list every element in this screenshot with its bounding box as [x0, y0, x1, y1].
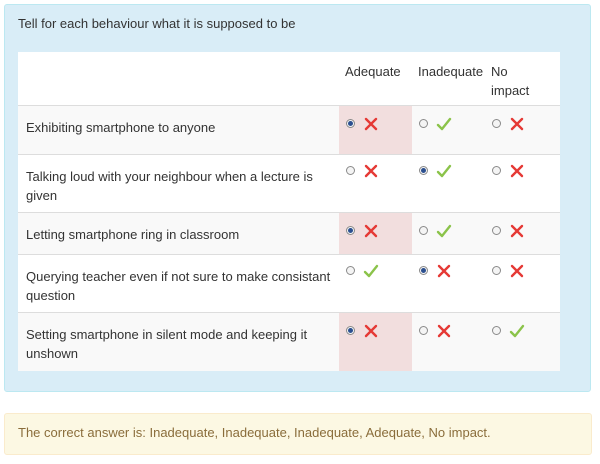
option-cell	[485, 312, 560, 371]
matrix-row	[18, 154, 560, 212]
option-cell	[485, 154, 560, 212]
answer-radio[interactable]	[419, 266, 428, 275]
option-cell	[339, 105, 412, 154]
answer-radio[interactable]	[492, 326, 501, 335]
option-cell	[339, 154, 412, 212]
matrix-row	[18, 312, 560, 371]
answer-radio[interactable]	[492, 266, 501, 275]
option-cell	[485, 254, 560, 312]
answer-radio[interactable]	[419, 119, 428, 128]
cross-icon	[436, 263, 452, 279]
question-panel	[4, 4, 591, 392]
behaviour-label: Setting smartphone in silent mode and keeping it unshown	[26, 326, 308, 361]
check-icon	[436, 163, 452, 179]
cross-icon	[363, 116, 379, 132]
option-cell	[339, 312, 412, 371]
answer-radio[interactable]	[419, 226, 428, 235]
correct-answer-feedback: The correct answer is: Inadequate, Inadequate, Inadequate, Adequate, No impact.	[4, 413, 592, 455]
option-cell	[339, 254, 412, 312]
question-text: Tell for each behaviour what it is supposed to be	[18, 16, 296, 31]
matrix-row	[18, 254, 560, 312]
column-header-inadequate: Inadequate	[418, 64, 484, 79]
behaviour-label: Querying teacher even if not sure to make consistant question	[26, 268, 331, 303]
answer-radio[interactable]	[492, 166, 501, 175]
check-icon	[436, 223, 452, 239]
column-header-no-impact: No impact	[491, 64, 530, 98]
option-cell	[412, 105, 485, 154]
option-cell	[339, 212, 412, 254]
answer-radio[interactable]	[492, 226, 501, 235]
answer-radio[interactable]	[346, 166, 355, 175]
option-cell	[412, 254, 485, 312]
option-cell	[485, 212, 560, 254]
check-icon	[509, 323, 525, 339]
behaviour-label: Exhibiting smartphone to anyone	[26, 119, 216, 135]
cross-icon	[436, 323, 452, 339]
check-icon	[436, 116, 452, 132]
answer-radio[interactable]	[419, 326, 428, 335]
option-cell	[412, 154, 485, 212]
answer-radio[interactable]	[346, 326, 355, 335]
behaviour-label: Letting smartphone ring in classroom	[26, 226, 240, 242]
answer-radio[interactable]	[346, 119, 355, 128]
answer-radio[interactable]	[419, 166, 428, 175]
matrix-row	[18, 105, 560, 154]
cross-icon	[509, 223, 525, 239]
option-cell	[412, 312, 485, 371]
check-icon	[363, 263, 379, 279]
matrix-header-row	[18, 52, 560, 105]
cross-icon	[363, 163, 379, 179]
option-cell	[485, 105, 560, 154]
cross-icon	[509, 116, 525, 132]
answer-matrix	[18, 52, 560, 371]
cross-icon	[363, 323, 379, 339]
answer-radio[interactable]	[346, 266, 355, 275]
matrix-row	[18, 212, 560, 254]
cross-icon	[363, 223, 379, 239]
behaviour-label: Talking loud with your neighbour when a lecture is given	[26, 168, 313, 203]
option-cell	[412, 212, 485, 254]
header-empty	[18, 52, 339, 105]
cross-icon	[509, 163, 525, 179]
cross-icon	[509, 263, 525, 279]
column-header-adequate: Adequate	[345, 64, 401, 79]
answer-radio[interactable]	[492, 119, 501, 128]
answer-radio[interactable]	[346, 226, 355, 235]
